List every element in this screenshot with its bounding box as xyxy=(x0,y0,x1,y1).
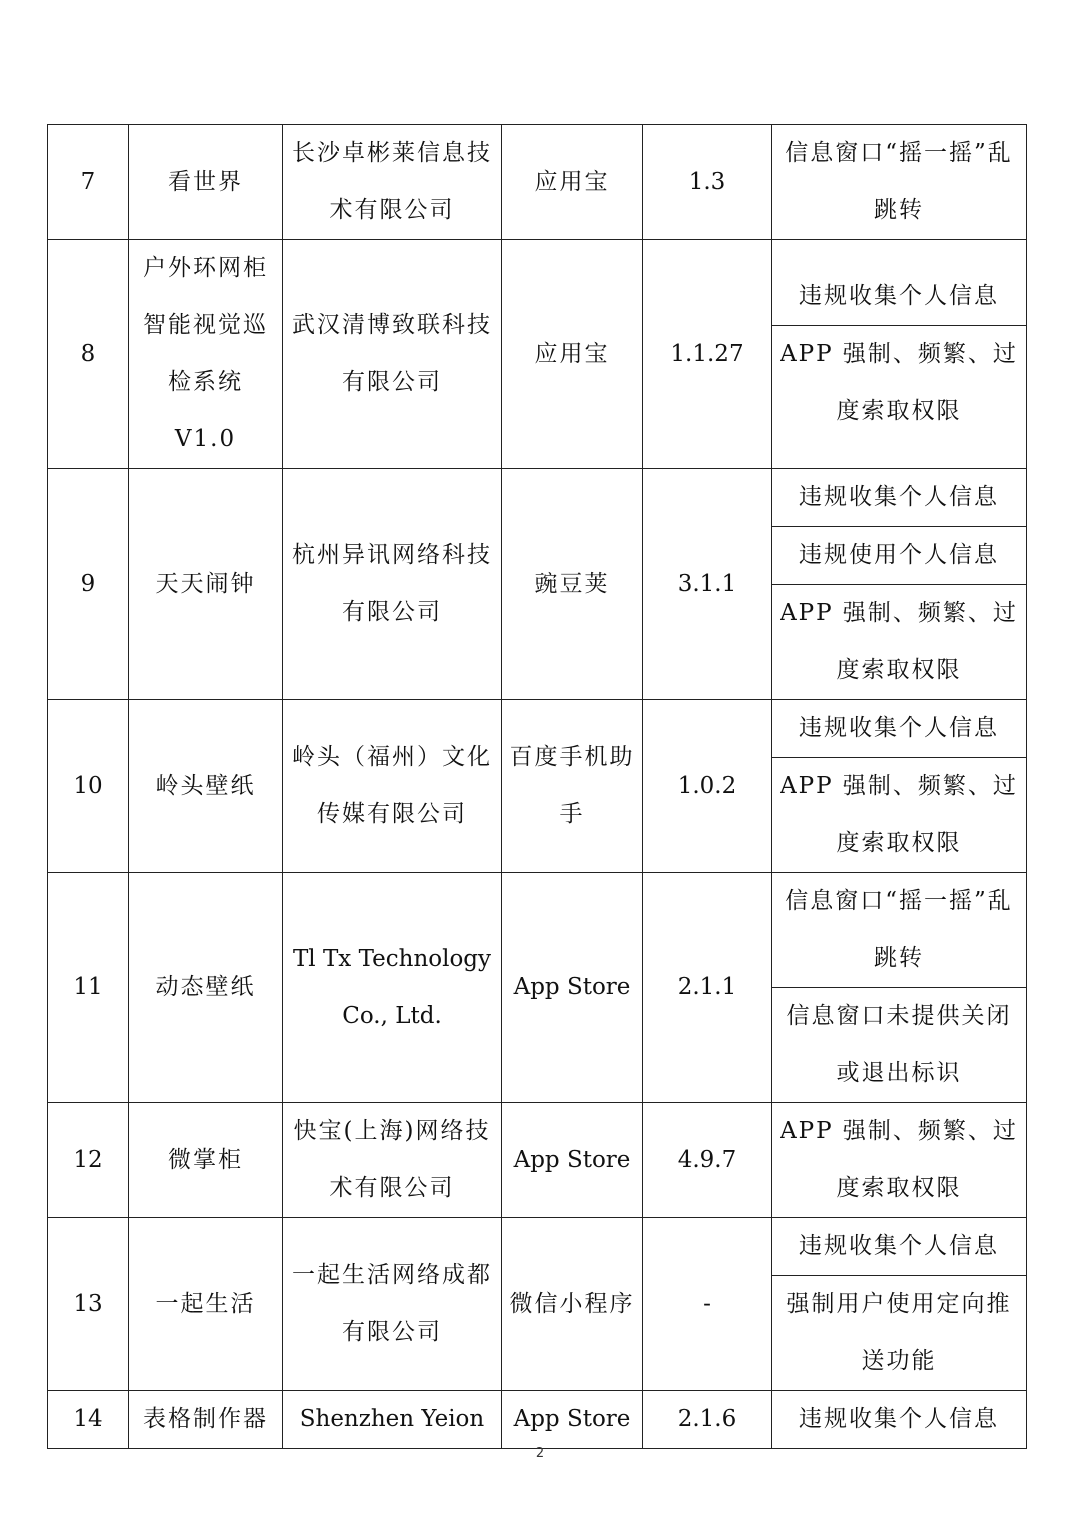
developer-name: Shenzhen Yeion xyxy=(283,1391,502,1449)
app-version: 4.9.7 xyxy=(643,1103,772,1218)
issue-text: 强制用户使用定向推送功能 xyxy=(772,1275,1026,1390)
app-version: 1.1.27 xyxy=(643,240,772,469)
app-name: 微掌柜 xyxy=(129,1103,283,1218)
app-violation-table xyxy=(47,124,1027,1449)
developer-name: 快宝(上海)网络技术有限公司 xyxy=(283,1103,502,1218)
issue-cell xyxy=(772,469,1027,700)
app-version: 3.1.1 xyxy=(643,469,772,700)
app-name: 天天闹钟 xyxy=(129,469,283,700)
issue-text: 信息窗口未提供关闭或退出标识 xyxy=(772,987,1026,1102)
issue-cell xyxy=(772,1391,1027,1449)
table-row xyxy=(48,1391,1027,1449)
app-store: App Store xyxy=(502,1103,643,1218)
issue-cell xyxy=(772,240,1027,469)
issue-cell xyxy=(772,700,1027,873)
issue-cell xyxy=(772,873,1027,1103)
table-body xyxy=(48,125,1027,1449)
app-version: 2.1.1 xyxy=(643,873,772,1103)
app-name: 动态壁纸 xyxy=(129,873,283,1103)
issue-text: 信息窗口“摇一摇”乱跳转 xyxy=(785,140,1013,223)
issue-text: 信息窗口“摇一摇”乱跳转 xyxy=(785,888,1013,971)
app-version: 1.3 xyxy=(643,125,772,240)
app-name: 岭头壁纸 xyxy=(129,700,283,873)
app-version: - xyxy=(643,1218,772,1391)
app-store: 应用宝 xyxy=(502,240,643,469)
app-store: 豌豆荚 xyxy=(502,469,643,700)
developer-name: 武汉清博致联科技有限公司 xyxy=(283,240,502,469)
developer-name: Tl Tx Technology Co., Ltd. xyxy=(283,873,502,1103)
row-index: 13 xyxy=(48,1218,129,1391)
row-index: 11 xyxy=(48,873,129,1103)
app-store: 应用宝 xyxy=(502,125,643,240)
table-row xyxy=(48,240,1027,469)
issue-text: 违规收集个人信息 xyxy=(799,484,999,510)
table-row xyxy=(48,1218,1027,1391)
developer-name: 杭州异讯网络科技有限公司 xyxy=(283,469,502,700)
app-version: 1.0.2 xyxy=(643,700,772,873)
table-row xyxy=(48,1103,1027,1218)
developer-name: 一起生活网络成都有限公司 xyxy=(283,1218,502,1391)
row-index: 9 xyxy=(48,469,129,700)
table-row xyxy=(48,125,1027,240)
issue-text: 违规收集个人信息 xyxy=(799,1233,999,1259)
developer-name: 岭头（福州）文化传媒有限公司 xyxy=(283,700,502,873)
row-index: 12 xyxy=(48,1103,129,1218)
row-index: 8 xyxy=(48,240,129,469)
row-index: 7 xyxy=(48,125,129,240)
page-number: 2 xyxy=(535,1446,545,1461)
issue-cell xyxy=(772,125,1027,240)
row-index: 14 xyxy=(48,1391,129,1449)
table-row xyxy=(48,873,1027,1103)
table-row xyxy=(48,469,1027,700)
developer-name: 长沙卓彬莱信息技术有限公司 xyxy=(283,125,502,240)
issue-cell xyxy=(772,1218,1027,1391)
issue-text: APP 强制、频繁、过度索取权限 xyxy=(772,757,1026,872)
app-store: App Store xyxy=(502,873,643,1103)
issue-text: 违规收集个人信息 xyxy=(799,715,999,741)
app-name: 看世界 xyxy=(129,125,283,240)
app-name: 一起生活 xyxy=(129,1218,283,1391)
issue-cell xyxy=(772,1103,1027,1218)
table-row xyxy=(48,700,1027,873)
app-name: 户外环网柜智能视觉巡检系统 V1.0 xyxy=(129,240,283,469)
app-name: 表格制作器 xyxy=(129,1391,283,1449)
issue-text: 违规收集个人信息 xyxy=(799,1406,999,1432)
app-store: 微信小程序 xyxy=(502,1218,643,1391)
app-store: 百度手机助手 xyxy=(502,700,643,873)
app-store: App Store xyxy=(502,1391,643,1449)
issue-text: APP 强制、频繁、过度索取权限 xyxy=(780,1118,1018,1201)
app-version: 2.1.6 xyxy=(643,1391,772,1449)
issue-text: 违规收集个人信息 xyxy=(799,283,999,309)
row-index: 10 xyxy=(48,700,129,873)
issue-text: APP 强制、频繁、过度索取权限 xyxy=(772,584,1026,699)
issue-text: 违规使用个人信息 xyxy=(772,526,1026,584)
issue-text: APP 强制、频繁、过度索取权限 xyxy=(772,325,1026,440)
